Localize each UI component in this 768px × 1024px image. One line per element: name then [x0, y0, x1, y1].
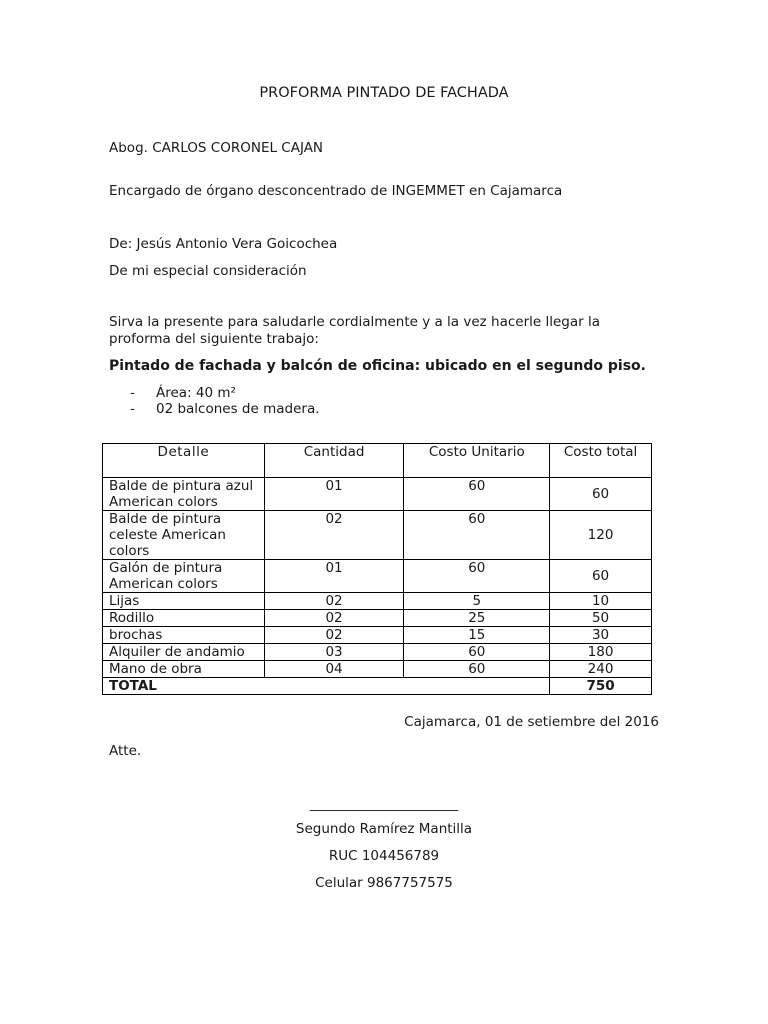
bullet-item: - 02 balcones de madera.	[130, 401, 320, 417]
bullet-item: - Área: 40 m²	[130, 385, 236, 401]
cell-unitario: 25	[404, 610, 550, 627]
signer-name: Segundo Ramírez Mantilla	[295, 821, 473, 837]
table-row	[103, 478, 652, 511]
cell-detalle: Alquiler de andamio	[103, 644, 265, 661]
cell-total: 10	[550, 593, 652, 610]
cell-unitario: 5	[404, 593, 550, 610]
table-row	[103, 661, 652, 678]
cell-detalle: Mano de obra	[103, 661, 265, 678]
cell-detalle: Lijas	[103, 593, 265, 610]
cell-detalle: Rodillo	[103, 610, 265, 627]
cell-cantidad: 02	[264, 511, 404, 560]
cell-unitario: 60	[404, 511, 550, 560]
cell-detalle: Balde de pintura azul American colors	[103, 478, 265, 511]
cell-total: 60	[550, 478, 652, 511]
cell-unitario: 60	[404, 661, 550, 678]
table-row	[103, 610, 652, 627]
cell-total: 60	[550, 560, 652, 593]
cell-total: 30	[550, 627, 652, 644]
cell-total: 180	[550, 644, 652, 661]
header-costo-unitario: Costo Unitario	[404, 444, 550, 478]
cell-detalle: brochas	[103, 627, 265, 644]
table-row	[103, 560, 652, 593]
total-value: 750	[550, 678, 652, 695]
intro-paragraph: Sirva la presente para saludarle cordialmente y a la vez hacerle llegar la proforma del siguiente trabajo:	[109, 314, 601, 347]
cell-detalle: Balde de pintura celeste American colors	[103, 511, 265, 560]
bullet-list	[130, 385, 320, 417]
table-row	[103, 511, 652, 560]
sender-line: De: Jesús Antonio Vera Goicochea	[109, 236, 338, 252]
header-detalle: Detalle	[103, 444, 265, 478]
cost-table	[102, 443, 652, 695]
recipient-name: Abog. CARLOS CORONEL CAJAN	[109, 140, 324, 156]
cell-detalle: Galón de pintura American colors	[103, 560, 265, 593]
cell-cantidad: 02	[264, 593, 404, 610]
table-total-row	[103, 678, 652, 695]
date-line: Cajamarca, 01 de setiembre del 2016	[404, 714, 659, 730]
cell-total: 240	[550, 661, 652, 678]
table-row	[103, 627, 652, 644]
cell-total: 120	[550, 511, 652, 560]
cell-unitario: 60	[404, 478, 550, 511]
cell-unitario: 60	[404, 560, 550, 593]
header-cantidad: Cantidad	[264, 444, 404, 478]
header-costo-total: Costo total	[550, 444, 652, 478]
table-row	[103, 593, 652, 610]
cell-cantidad: 01	[264, 478, 404, 511]
cell-total: 50	[550, 610, 652, 627]
table-header-row	[103, 444, 652, 478]
total-label: TOTAL	[103, 678, 550, 695]
cell-unitario: 60	[404, 644, 550, 661]
table-row	[103, 644, 652, 661]
closing: Atte.	[109, 743, 142, 759]
cell-cantidad: 02	[264, 627, 404, 644]
cell-cantidad: 01	[264, 560, 404, 593]
greeting: De mi especial consideración	[109, 263, 307, 279]
signer-phone: Celular 9867757575	[315, 875, 453, 891]
signature-line: ______________________	[309, 796, 459, 812]
page-title: PROFORMA PINTADO DE FACHADA	[259, 85, 509, 101]
work-title: Pintado de fachada y balcón de oficina: ubicado en el segundo piso.	[109, 358, 646, 374]
cell-cantidad: 03	[264, 644, 404, 661]
cell-cantidad: 02	[264, 610, 404, 627]
cell-cantidad: 04	[264, 661, 404, 678]
recipient-role: Encargado de órgano desconcentrado de INGEMMET en Cajamarca	[109, 183, 563, 199]
signer-ruc: RUC 104456789	[328, 848, 440, 864]
cell-unitario: 15	[404, 627, 550, 644]
